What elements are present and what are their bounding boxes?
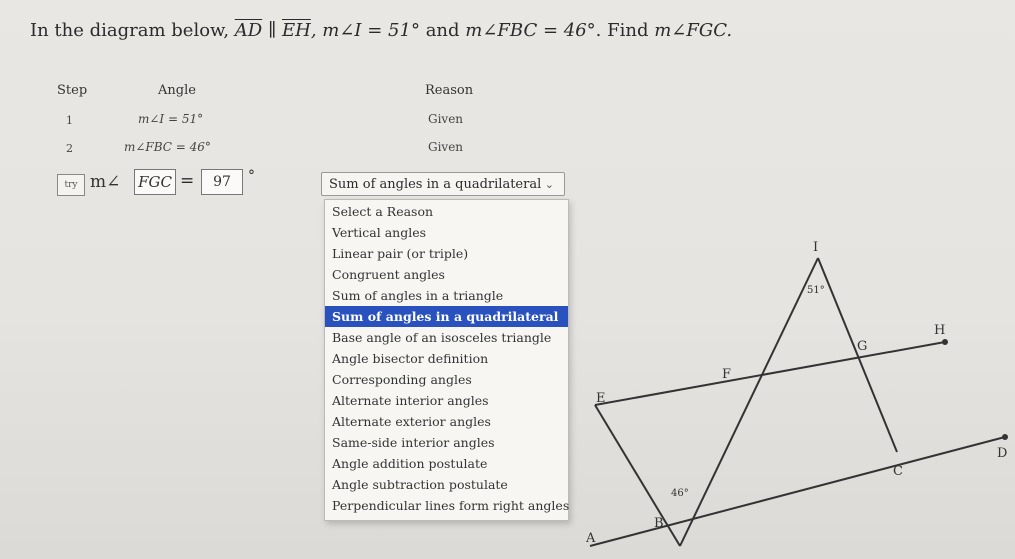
problem-find: . Find bbox=[595, 20, 655, 41]
label-i: I bbox=[813, 240, 819, 255]
angle-name-input[interactable]: FGC bbox=[134, 169, 176, 195]
segment-eh: $\overline{EH}$ bbox=[281, 20, 311, 41]
option-angle-addition[interactable]: Angle addition postulate bbox=[332, 456, 488, 471]
header-step: Step bbox=[57, 83, 88, 98]
row2-angle: m∠FBC = 46° bbox=[124, 140, 211, 154]
row1-step: 1 bbox=[66, 114, 73, 127]
row1-angle: m∠I = 51° bbox=[138, 112, 204, 126]
line-bi bbox=[680, 258, 818, 546]
reason-dropdown-list[interactable] bbox=[324, 199, 569, 521]
angle-value-input[interactable]: 97 bbox=[201, 169, 243, 195]
label-d: D bbox=[997, 446, 1008, 461]
option-corresponding-angles[interactable]: Corresponding angles bbox=[332, 372, 472, 387]
header-reason: Reason bbox=[425, 83, 474, 98]
option-alternate-exterior[interactable]: Alternate exterior angles bbox=[332, 414, 491, 429]
header-angle: Angle bbox=[158, 83, 196, 98]
row2-step: 2 bbox=[66, 142, 73, 155]
option-select-a-reason[interactable]: Select a Reason bbox=[332, 204, 434, 219]
given-angle-i: , m∠I = 51° bbox=[310, 20, 420, 41]
row1-reason: Given bbox=[428, 112, 464, 126]
line-eh bbox=[595, 342, 945, 405]
label-c: C bbox=[893, 464, 903, 479]
point-h bbox=[942, 339, 948, 345]
label-angle-b: 46° bbox=[671, 488, 689, 499]
label-f: F bbox=[722, 367, 732, 382]
parallel-symbol: ∥ bbox=[262, 20, 282, 41]
label-angle-i: 51° bbox=[807, 285, 825, 296]
equals-sign: = bbox=[180, 171, 195, 191]
given-angle-fbc: m∠FBC = 46° bbox=[465, 20, 596, 41]
point-d bbox=[1002, 434, 1008, 440]
option-perpendicular-lines[interactable]: Perpendicular lines form right angles bbox=[332, 498, 570, 513]
option-angle-subtraction[interactable]: Angle subtraction postulate bbox=[332, 477, 508, 492]
try-step-button[interactable]: try bbox=[57, 174, 85, 196]
option-alternate-interior[interactable]: Alternate interior angles bbox=[332, 393, 489, 408]
label-g: G bbox=[857, 339, 868, 354]
angle-prefix: m∠ bbox=[90, 172, 121, 192]
segment-ad: $\overline{AD}$ bbox=[234, 20, 263, 41]
label-a: A bbox=[586, 531, 596, 546]
line-ad bbox=[590, 437, 1008, 546]
option-same-side-interior[interactable]: Same-side interior angles bbox=[332, 435, 495, 450]
target-angle: m∠FGC. bbox=[654, 20, 733, 41]
option-sum-triangle[interactable]: Sum of angles in a triangle bbox=[332, 288, 504, 303]
label-h: H bbox=[934, 323, 946, 338]
label-b: B bbox=[654, 516, 664, 531]
option-congruent-angles[interactable]: Congruent angles bbox=[332, 267, 445, 282]
chevron-down-icon: ⌄ bbox=[544, 178, 554, 191]
problem-and: and bbox=[419, 20, 466, 41]
row2-reason: Given bbox=[428, 140, 464, 154]
option-sum-quadrilateral[interactable]: Sum of angles in a quadrilateral bbox=[325, 306, 568, 327]
degree-symbol: ° bbox=[248, 168, 255, 184]
option-vertical-angles[interactable]: Vertical angles bbox=[332, 225, 427, 240]
option-linear-pair[interactable]: Linear pair (or triple) bbox=[332, 246, 469, 261]
option-angle-bisector[interactable]: Angle bisector definition bbox=[332, 351, 489, 366]
label-e: E bbox=[596, 391, 606, 406]
reason-select-value: Sum of angles in a quadrilateral bbox=[329, 177, 542, 192]
option-base-angle-isosceles[interactable]: Base angle of an isosceles triangle bbox=[332, 330, 552, 345]
line-ic bbox=[818, 258, 897, 452]
problem-intro: In the diagram below, bbox=[30, 20, 230, 41]
